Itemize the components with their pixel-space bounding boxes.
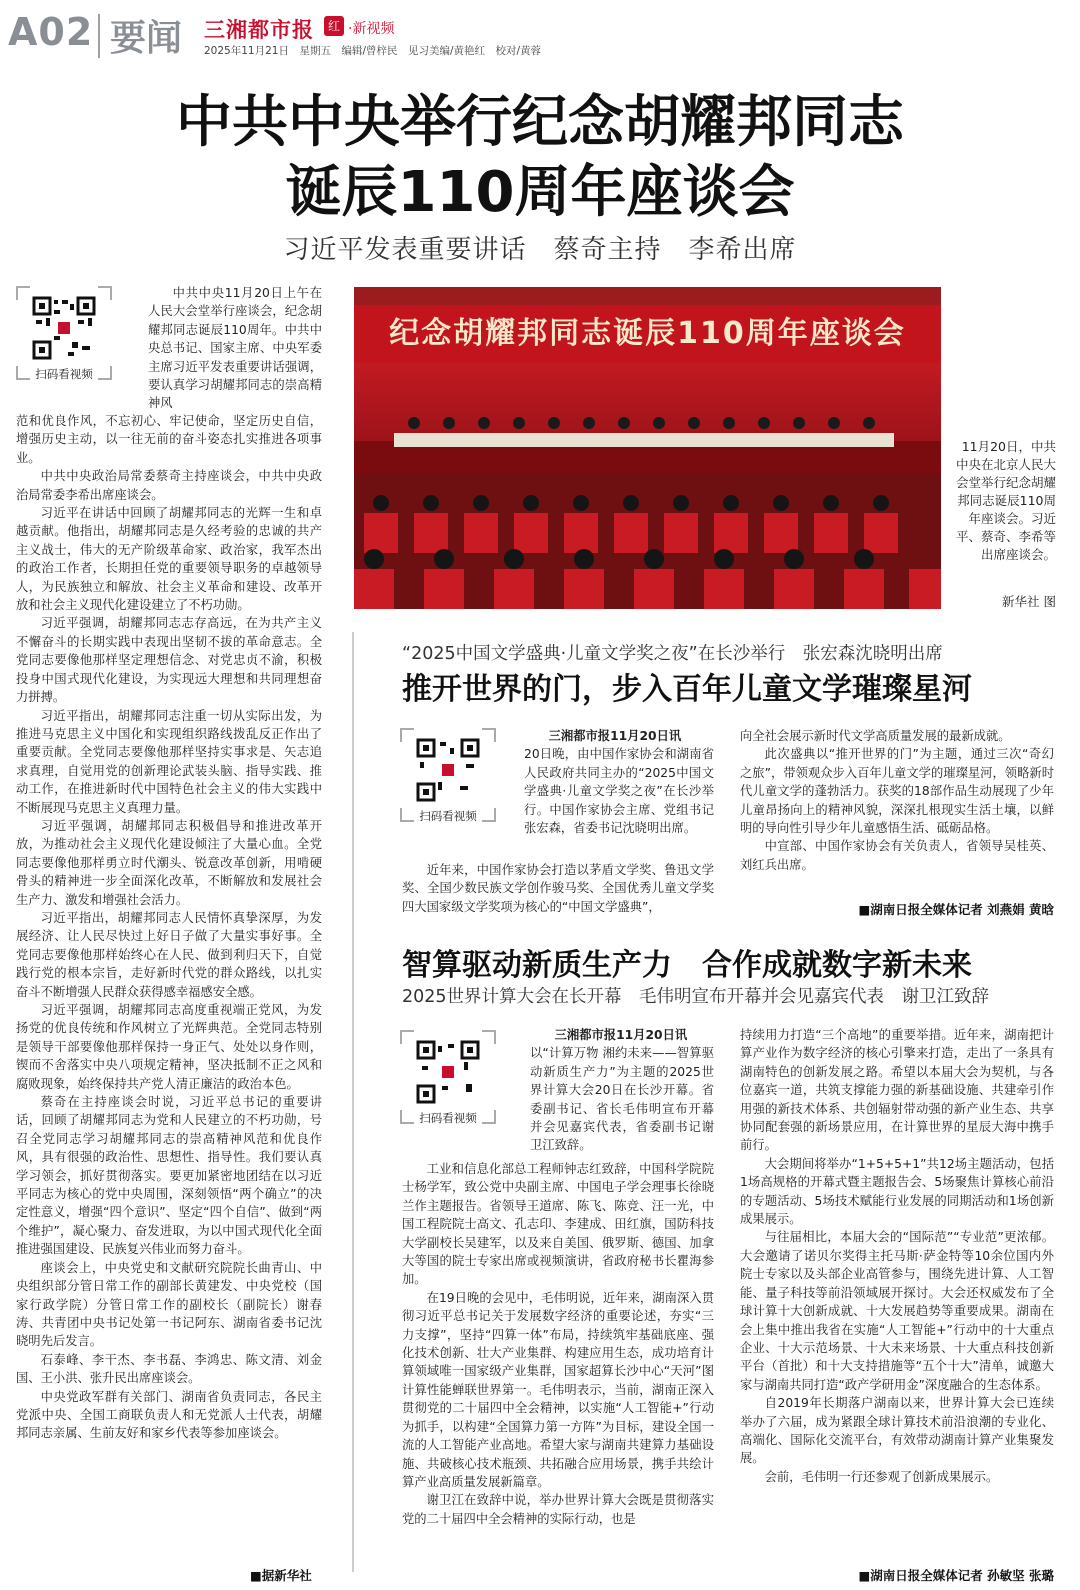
stage-scene-icon bbox=[354, 363, 941, 473]
story3-byline: ■湖南日报全媒体记者 孙敏坚 张璐 bbox=[858, 1568, 1054, 1583]
lead-subhead: 习近平发表重要讲话 蔡奇主持 李希出席 bbox=[283, 235, 797, 265]
header-divider bbox=[98, 14, 100, 58]
photo-stage bbox=[354, 363, 941, 473]
lead-qr-label: 扫码看视频 bbox=[35, 367, 93, 381]
story2-dateline: 三湘都市报11月20日讯 bbox=[548, 729, 682, 743]
lead-body-top bbox=[148, 284, 322, 413]
story3-headline: 智算驱动新质生产力 合作成就数字新未来 bbox=[402, 948, 972, 983]
story3-dateline: 三湘都市报11月20日讯 bbox=[554, 1028, 688, 1042]
photo-caption: 11月20日，中共中央在北京人民大会堂举行纪念胡耀邦同志诞辰110周年座谈会。习近平、蔡奇、李希等出席座谈会。 bbox=[955, 439, 1056, 562]
story3-body-right bbox=[740, 1026, 1054, 1548]
photo-audience bbox=[354, 473, 941, 609]
lead-headline-line1: 中共中央举行纪念胡耀邦同志 bbox=[176, 90, 904, 155]
lead-paragraph: 中央党政军群有关部门、湖南省负责同志，各民主党派中央、全国工商联负责人和无党派人士代表，胡耀邦同志亲属、生前友好和家乡代表等参加座谈会。 bbox=[16, 1389, 322, 1441]
lead-paragraph: 中共中央政治局常委蔡奇主持座谈会，中共中央政治局常委李希出席座谈会。 bbox=[16, 469, 322, 502]
audience-scene-icon bbox=[354, 473, 941, 609]
story3-paragraph: 在19日晚的会见中，毛伟明说，近年来，湖南深入贯彻习近平总书记关于发展数字经济的重要论述，夯实“三力支撑”，坚持“四算一体”布局，持续筑牢基础底座、强化技术创新、壮大产业集群、构建应用生态，成功培育计算领域唯一国家级产业集群，国家超算长沙中心“天河”图计算性能蝉联世界第一。毛伟明表示，当前，湖南正深入贯彻党的二十届四中全会精神，以实施“人工智能+”行动为抓手，以构建“全国算力第一方阵”为目标，建设全国一流的人工智能产业高地。希望大家与湖南共建算力基础设施、共破核心技术瓶颈、共拓融合应用场景，携手共绘计算产业高质量发展新篇章。 bbox=[402, 1290, 714, 1489]
story2-paragraph: 向全社会展示新时代文学高质量发展的最新成就。 bbox=[740, 729, 1011, 743]
story2-paragraph: 近年来，中国作家协会打造以茅盾文学奖、鲁迅文学奖、全国少数民族文学创作骏马奖、全国优秀儿童文学奖四大国家级文学奖项为核心的“中国文学盛典”， bbox=[402, 863, 714, 914]
column-divider bbox=[352, 632, 354, 1572]
story2-lead: “2025中国文学盛典·儿童文学奖之夜”在长沙举行 张宏森沈晓明出席 bbox=[402, 644, 943, 664]
lead-qr-block[interactable] bbox=[16, 286, 112, 398]
story2-body-right bbox=[740, 727, 1054, 874]
lead-source: ■据新华社 bbox=[250, 1568, 312, 1583]
story3-qr-label: 扫码看视频 bbox=[419, 1111, 477, 1125]
newspaper-logo: 三湘都市报 bbox=[204, 18, 314, 42]
story3-qr-block[interactable] bbox=[400, 1030, 496, 1142]
video-logo-text: ·新视频 bbox=[348, 21, 395, 37]
qr-code-icon bbox=[416, 738, 480, 802]
story2-body-top bbox=[524, 727, 714, 837]
story3-body-left bbox=[402, 1160, 714, 1568]
story3-subhead: 2025世界计算大会在长开幕 毛伟明宣布开幕并会见嘉宾代表 谢卫江致辞 bbox=[402, 987, 990, 1007]
qr-code-icon bbox=[416, 1040, 480, 1104]
story3-paragraph: 自2019年长期落户湖南以来，世界计算大会已连续举办了六届，成为紧跟全球计算技术前沿浪潮的专业化、高端化、国际化交流平台，有效带动湖南计算产业集聚发展。 bbox=[740, 1396, 1054, 1466]
lead-paragraph: 习近平强调，胡耀邦同志高度重视端正党风，为发扬党的优良传统和作风树立了光辉典范。全党同志特别是领导干部要像他那样保持一身正气、处处以身作则，锲而不舍落实中央八项规定精神，坚决抵制不正之风和腐败现象，始终保持共产党人清正廉洁的政治本色。 bbox=[16, 1003, 322, 1091]
lead-body bbox=[16, 412, 322, 1562]
story3-paragraph: 大会期间将举办“1+5+5+1”共12场主题活动，包括1场高规格的开幕式暨主题报告会、5场聚焦计算核心前沿的专题活动、5场技术赋能行业发展的同期活动和1场创新成果展示。 bbox=[740, 1156, 1054, 1227]
lead-paragraph: 石泰峰、李干杰、李书磊、李鸿忠、陈文清、刘金国、王小洪、张升民出席座谈会。 bbox=[16, 1352, 322, 1386]
story2-paragraph: 20日晚，由中国作家协会和湖南省人民政府共同主办的“2025中国文学盛典·儿童文学奖之夜”在长沙举行。中国作家协会主席、党组书记张宏森，省委书记沈晓明出席。 bbox=[524, 747, 714, 836]
story3-paragraph: 与往届相比，本届大会的“国际范”“专业范”更浓郁。大会邀请了诺贝尔奖得主托马斯·萨金特等10余位国内外院士专家以及头部企业高管参与，围绕先进计算、人工智能、量子科技等前沿领域展开探讨。大会还权威发布了全球计算十大创新成就、十大发展趋势等重要成果。湖南在会上集中推出我省在实施“人工智能+”行动中的十大重点企业、十大示范场景、十大未来场景、十大重点科技创新平台（首批）和十大支持措施等“五个十大”清单，诚邀大家与湖南共同打造“政产学研用金”深度融合的生态体系。 bbox=[740, 1230, 1054, 1392]
story3-paragraph: 谢卫江在致辞中说，举办世界计算大会既是贯彻落实党的二十届四中全会精神的实际行动，也是 bbox=[402, 1493, 714, 1526]
lead-headline-line2: 诞辰110周年座谈会 bbox=[285, 160, 795, 225]
photo-banner: 纪念胡耀邦同志诞辰110周年座谈会 bbox=[354, 305, 941, 363]
lead-paragraph: 习近平强调，胡耀邦同志积极倡导和推进改革开放，为推动社会主义现代化建设倾注了大量心血。全党同志要像他那样勇立时代潮头、锐意改革创新，用啃硬骨头的精神进一步全面深化改革，不断解放和发展社会生产力、激发和增强社会活力。 bbox=[16, 818, 322, 907]
lead-paragraph: 习近平指出，胡耀邦同志人民情怀真挚深厚，为发展经济、让人民尽快过上好日子做了大量实事好事。全党同志要像他那样始终心在人民、做到利归天下，自觉践行党的根本宗旨，走好新时代党的群众路线，以扎实奋斗不断增强人民群众获得感幸福感安全感。 bbox=[16, 910, 322, 999]
story3-paragraph: 以“计算万物 湘约未来——智算驱动新质生产力”为主题的2025世界计算大会20日在长沙开幕。省委副书记、省长毛伟明宣布开幕并会见嘉宾代表，省委副书记谢卫江致辞。 bbox=[530, 1046, 714, 1153]
section-name: 要闻 bbox=[110, 18, 183, 59]
story3-body-top bbox=[530, 1026, 714, 1155]
lead-paragraph-first-rest: 范和优良作风，不忘初心、牢记使命，坚定历史自信，增强历史主动，以一往无前的奋斗姿态扎实推进各项事业。 bbox=[16, 414, 322, 465]
news-photo bbox=[354, 287, 941, 609]
story2-headline: 推开世界的门，步入百年儿童文学璀璨星河 bbox=[402, 672, 972, 707]
lead-paragraph: 蔡奇在主持座谈会时说，习近平总书记的重要讲话，回顾了胡耀邦同志为党和人民建立的不朽功勋，号召全党同志学习胡耀邦同志的崇高精神风范和优良作风，具有很强的政治性、思想性、指导性。我们要认真学习领会，抓好贯彻落实。要更加紧密地团结在以习近平同志为核心的党中央周围，深刻领悟“两个确立”的决定性意义，增强“四个意识”、坚定“四个自信”、做到“两个维护”，凝心聚力、奋发进取，为以中国式现代化全面推进强国建设、民族复兴伟业而努力奋斗。 bbox=[16, 1095, 322, 1257]
story2-body-left bbox=[402, 861, 714, 916]
lead-paragraph: 习近平强调，胡耀邦同志志存高远，在为共产主义不懈奋斗的长期实践中表现出坚韧不拔的革命意志。全党同志要像他那样坚定理想信念、对党忠贞不渝，积极投身中国式现代化建设，为实现远大理想和共同理想奋力拼搏。 bbox=[16, 616, 322, 705]
story3-paragraph: 会前，毛伟明一行还参观了创新成果展示。 bbox=[764, 1469, 999, 1484]
story2-qr-label: 扫码看视频 bbox=[419, 809, 477, 823]
photo-credit: 新华社 图 bbox=[1002, 594, 1056, 609]
page-code: A02 bbox=[8, 10, 94, 54]
issue-meta: 2025年11月21日 星期五 编辑/曾梓民 见习美编/黄艳红 校对/黄蓉 bbox=[204, 45, 542, 57]
video-logo-icon: 红 bbox=[324, 16, 344, 36]
story3-paragraph: 持续用力打造“三个高地”的重要举措。近年来，湖南把计算产业作为数字经济的核心引擎来打造，走出了一条具有湖南特色的创新发展之路。希望以本届大会为契机，与各位嘉宾一道，共筑支撑能力强的新基础设施、共建牵引作用强的新技术体系、共创辐射带动强的新产业生态、共享协同配套强的新场景应用，在计算世界的星辰大海中携手前行。 bbox=[740, 1028, 1054, 1153]
lead-paragraph: 习近平指出，胡耀邦同志注重一切从实际出发，为推进马克思主义中国化和实现组织路线拨乱反正作出了重要贡献。全党同志要像他那样坚持实事求是、矢志追求真理，自觉用党的创新理论武装头脑、指导实践、推动工作，在推进新时代中国特色社会主义的伟大实践中不断展现马克思主义真理力量。 bbox=[16, 708, 322, 815]
story2-qr-block[interactable] bbox=[400, 728, 496, 840]
lead-paragraph: 习近平在讲话中回顾了胡耀邦同志的光辉一生和卓越贡献。他指出，胡耀邦同志是久经考验的忠诚的共产主义战士，伟大的无产阶级革命家、政治家，我军杰出的政治工作者，长期担任党的重要领导职务的卓越领导人，为民族独立和解放、社会主义革命和建设、改革开放和社会主义现代化建设建立了不朽功勋。 bbox=[16, 506, 322, 613]
story2-paragraph: 中宣部、中国作家协会有关负责人，省领导吴桂英、刘红兵出席。 bbox=[740, 839, 1054, 872]
qr-code-icon bbox=[32, 296, 96, 360]
story2-paragraph: 此次盛典以“推开世界的门”为主题，通过三次“奇幻之旅”，带领观众步入百年儿童文学的璀璨星河，领略新时代儿童文学的蓬勃活力。获奖的18部作品生动展现了少年儿童昂扬向上的精神风貌，深深扎根现实生活土壤，以鲜明的导向性引导少年儿童感悟生活、砥砺品格。 bbox=[740, 747, 1054, 836]
story2-byline: ■湖南日报全媒体记者 刘燕娟 黄晗 bbox=[858, 902, 1054, 917]
lead-paragraph-first: 中共中央11月20日上午在人民大会堂举行座谈会，纪念胡耀邦同志诞辰110周年。中共中央总书记、国家主席、中央军委主席习近平发表重要讲话强调，要认真学习胡耀邦同志的崇高精神风 bbox=[148, 286, 322, 411]
story3-paragraph: 工业和信息化部总工程师钟志红致辞，中国科学院院士杨学军，致公党中央副主席、中国电子学会理事长徐晓兰作主题报告。省领导王道席、陈飞、陈竞、汪一光，中国工程院院士高文、孔志印、李建成、田红旗，国防科技大学副校长吴建军，以及来自美国、俄罗斯、德国、加拿大等国的院士专家出席或视频演讲，省政府秘书长瞿海参加。 bbox=[402, 1162, 714, 1287]
lead-paragraph: 座谈会上，中央党史和文献研究院院长曲青山、中央组织部分管日常工作的副部长黄建发、中央党校（国家行政学院）分管日常工作的副校长（副院长）谢春涛、共青团中央书记处第一书记阿东、湖南省委书记沈晓明先后发言。 bbox=[16, 1260, 322, 1349]
